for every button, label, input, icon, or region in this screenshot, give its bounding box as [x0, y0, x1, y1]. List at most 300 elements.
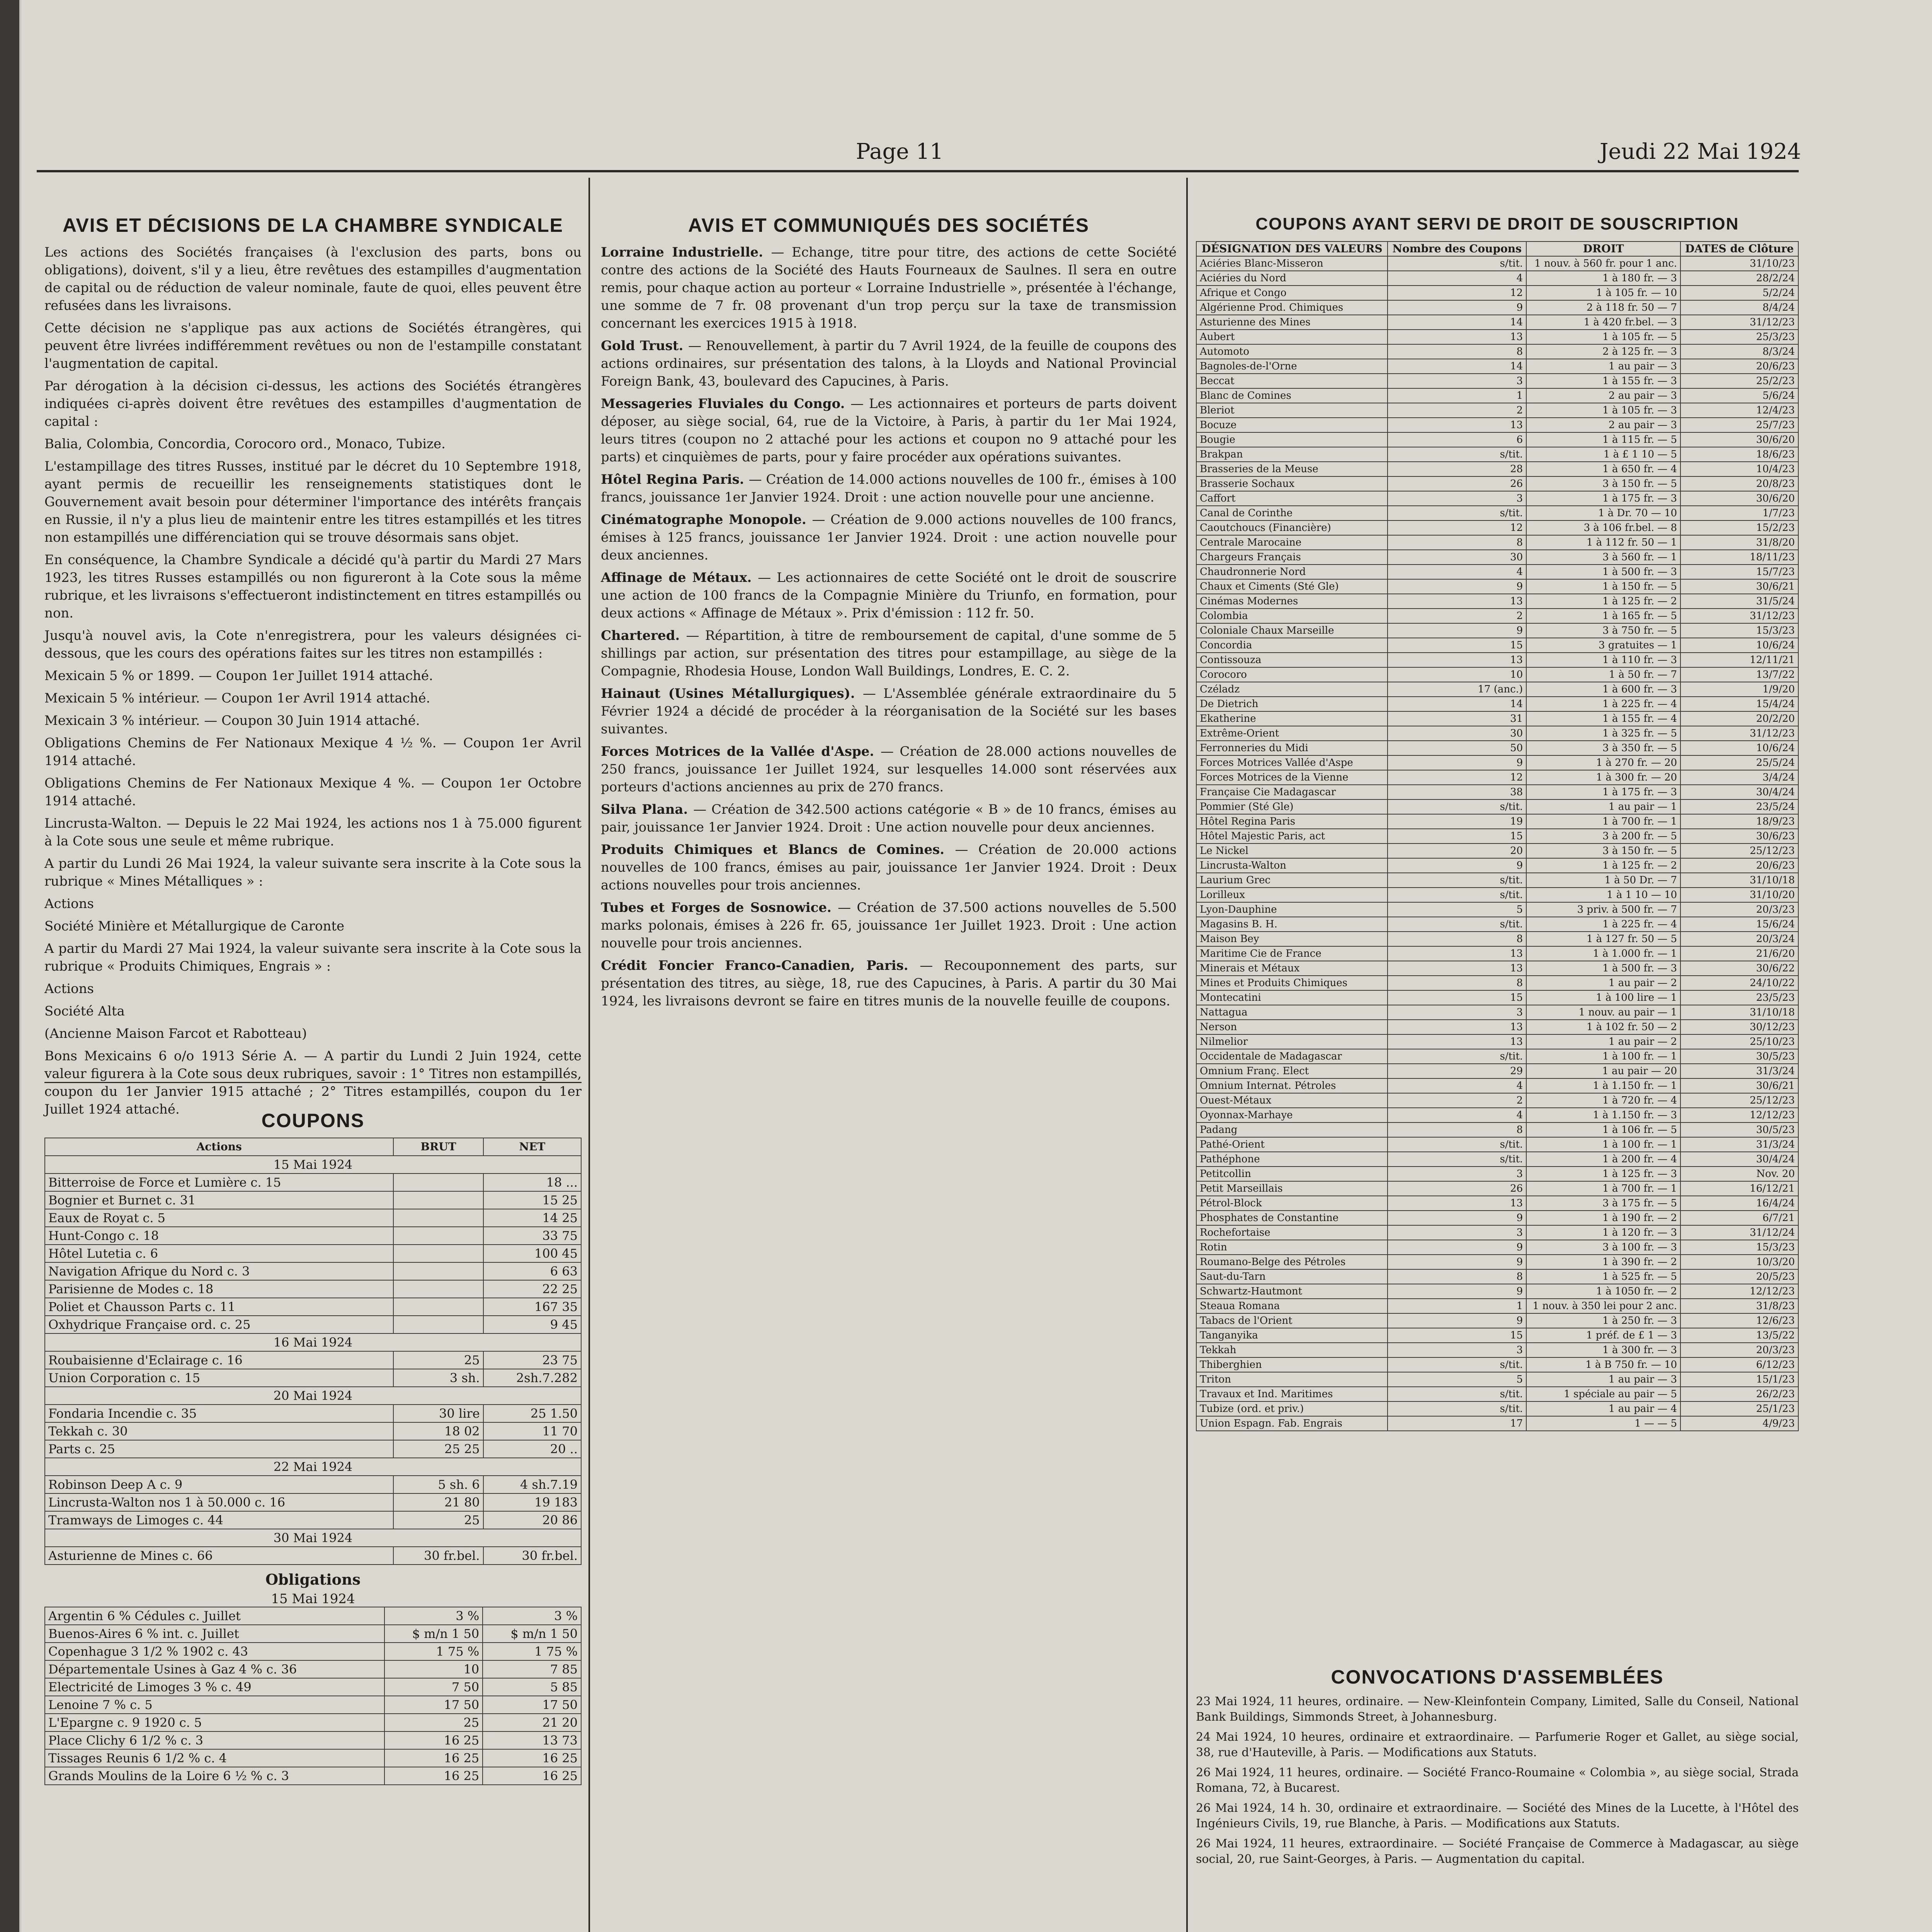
souscription-row — [1196, 1137, 1798, 1152]
souscription-row-cell: 25/3/23 — [1680, 330, 1798, 344]
obligations-coupon-row-cell: 25 — [384, 1714, 483, 1731]
obligations-coupon-row-cell: Lenoine 7 % c. 5 — [45, 1696, 384, 1714]
souscription-row-cell: Oyonnax-Marhaye — [1196, 1108, 1388, 1122]
souscription-row-cell: 3/4/24 — [1680, 770, 1798, 785]
souscription-row-cell: 26 — [1388, 476, 1526, 491]
avis-item-title: Chartered. — [601, 628, 686, 643]
souscription-row — [1196, 946, 1798, 961]
coupons-cell: 3 sh. — [393, 1369, 483, 1387]
souscription-row-cell: 3 à 106 fr.bel. — 8 — [1526, 520, 1680, 535]
avis-item-text: — Les actionnaires et porteurs de parts doivent déposer, au siège social, 64, rue de la Victoire, à Paris, à partir du 1er Mai 1924, leurs titres (coupon no 2 attaché pour les actions et coupon no 9 attaché pour les parts) et cinquièmes de parts, pour y faire procéder aux opérations suivantes. — [601, 396, 1177, 465]
coupons-section — [44, 1110, 582, 1932]
souscription-row-cell: 2 — [1388, 403, 1526, 418]
souscription-row-cell: Aubert — [1196, 330, 1388, 344]
avis-item-title: Affinage de Métaux. — [601, 570, 758, 585]
souscription-row-cell: Laurium Grec — [1196, 873, 1388, 888]
souscription-row-cell: 1 à 500 fr. — 3 — [1526, 565, 1680, 579]
souscription-row — [1196, 476, 1798, 491]
souscription-col-valeurs: DÉSIGNATION DES VALEURS — [1196, 242, 1388, 256]
avis-item — [601, 957, 1177, 1010]
souscription-row-cell: Lorilleux — [1196, 888, 1388, 902]
souscription-row-cell: 1/7/23 — [1680, 506, 1798, 520]
convocation-paragraph: 26 Mai 1924, 14 h. 30, ordinaire et extraordinaire. — Société des Mines de la Lucette, à l'Hôtel des Ingénieurs Civils, 19, rue Blanche, à Paris. — Modifications aux Statuts. — [1196, 1801, 1799, 1830]
souscription-row-cell: Ekatherine — [1196, 711, 1388, 726]
chambre-paragraph: Cette décision ne s'applique pas aux actions de Sociétés étrangères, qui peuvent être livrées indifféremment revêtues ou non de l'estampille constatant l'augmentation de capital. — [44, 320, 582, 371]
souscription-row-cell: 31/10/20 — [1680, 888, 1798, 902]
souscription-row — [1196, 1064, 1798, 1078]
obligations-coupon-row-cell: 16 25 — [384, 1731, 483, 1749]
avis-title: AVIS ET COMMUNIQUÉS DES SOCIÉTÉS — [688, 214, 1090, 236]
souscription-row-cell: 18/9/23 — [1680, 814, 1798, 829]
coupons-row — [45, 1440, 581, 1458]
souscription-row-cell: Caoutchoucs (Financière) — [1196, 520, 1388, 535]
souscription-row-cell: Schwartz-Hautmont — [1196, 1284, 1388, 1299]
souscription-row-cell: 9 — [1388, 1284, 1526, 1299]
souscription-row-cell: 6 — [1388, 432, 1526, 447]
souscription-row-cell: 8/3/24 — [1680, 344, 1798, 359]
souscription-row-cell: 20/8/23 — [1680, 476, 1798, 491]
souscription-row-cell: Padang — [1196, 1122, 1388, 1137]
souscription-row-cell: 1 à 1.000 fr. — 1 — [1526, 946, 1680, 961]
souscription-row-cell: 1 au pair — 3 — [1526, 1372, 1680, 1387]
souscription-row-cell: Lyon-Dauphine — [1196, 902, 1388, 917]
avis-item-title: Forces Motrices de la Vallée d'Aspe. — [601, 744, 881, 759]
souscription-section — [1196, 216, 1799, 1646]
souscription-row-cell: 1 au pair — 20 — [1526, 1064, 1680, 1078]
souscription-row-cell: 8 — [1388, 1269, 1526, 1284]
souscription-row-cell: 24/10/22 — [1680, 976, 1798, 990]
page-edge-shadow — [0, 0, 19, 1932]
coupons-col-brut: BRUT — [393, 1138, 483, 1156]
souscription-row-cell: Brasseries de la Meuse — [1196, 462, 1388, 476]
page-number: Page 11 — [856, 139, 944, 164]
obligations-coupon-row-cell: 13 73 — [483, 1731, 581, 1749]
souscription-row-cell: Automoto — [1196, 344, 1388, 359]
souscription-row — [1196, 1240, 1798, 1255]
souscription-row-cell: Maritime Cie de France — [1196, 946, 1388, 961]
souscription-row-cell: 38 — [1388, 785, 1526, 799]
souscription-row-cell: 1 au pair — 3 — [1526, 359, 1680, 374]
souscription-row-cell: 23/5/23 — [1680, 990, 1798, 1005]
souscription-row-cell: Centrale Marocaine — [1196, 535, 1388, 550]
souscription-row — [1196, 858, 1798, 873]
coupons-cell — [393, 1173, 483, 1191]
souscription-row-cell: 13/7/22 — [1680, 667, 1798, 682]
souscription-row-cell: Pétrol-Block — [1196, 1196, 1388, 1211]
souscription-row-cell: 1 — [1388, 388, 1526, 403]
avis-item — [601, 627, 1177, 680]
chambre-syndicale-section — [44, 214, 582, 1117]
souscription-row-cell: 15/4/24 — [1680, 697, 1798, 711]
souscription-row-cell: 1 à 100 fr. — 1 — [1526, 1049, 1680, 1064]
coupons-cell: Fondaria Incendie c. 35 — [45, 1405, 393, 1422]
souscription-row-cell: Omnium Franç. Elect — [1196, 1064, 1388, 1078]
souscription-row-cell: 15 — [1388, 638, 1526, 653]
coupons-date-row — [45, 1156, 581, 1173]
souscription-row-cell: 4 — [1388, 1078, 1526, 1093]
souscription-row-cell: 1 à £ 1 10 — 5 — [1526, 447, 1680, 462]
souscription-row-cell: 13 — [1388, 946, 1526, 961]
souscription-row — [1196, 1152, 1798, 1167]
obligations-coupon-row-cell: Grands Moulins de la Loire 6 ½ % c. 3 — [45, 1767, 384, 1785]
souscription-row-cell: 14 — [1388, 315, 1526, 330]
souscription-row-cell: Czéladz — [1196, 682, 1388, 697]
souscription-row-cell: 23/5/24 — [1680, 799, 1798, 814]
souscription-row — [1196, 579, 1798, 594]
souscription-row — [1196, 799, 1798, 814]
coupons-cell: Roubaisienne d'Eclairage c. 16 — [45, 1351, 393, 1369]
souscription-row — [1196, 1313, 1798, 1328]
chambre-paragraph: Par dérogation à la décision ci-dessus, les actions des Sociétés étrangères indiquées ci-après doivent être revêtues des estampilles d'augmentation de capital : — [44, 378, 582, 429]
souscription-row-cell: 3 — [1388, 1225, 1526, 1240]
newspaper-page — [21, 0, 1932, 1932]
souscription-row-cell: 31/8/20 — [1680, 535, 1798, 550]
souscription-row-cell: Occidentale de Madagascar — [1196, 1049, 1388, 1064]
souscription-row-cell: 31/5/24 — [1680, 594, 1798, 609]
souscription-row-cell: 31/10/23 — [1680, 256, 1798, 271]
avis-item — [601, 243, 1177, 332]
souscription-row-cell: 1 à 150 fr. — 5 — [1526, 579, 1680, 594]
obligations-coupon-row — [45, 1767, 581, 1785]
avis-item-title: Produits Chimiques et Blancs de Comines. — [601, 842, 955, 857]
coupons-date: 22 Mai 1924 — [45, 1458, 581, 1476]
souscription-row-cell: 25/5/24 — [1680, 755, 1798, 770]
souscription-row-cell: 1 nouv. à 560 fr. pour 1 anc. — [1526, 256, 1680, 271]
souscription-row — [1196, 550, 1798, 565]
souscription-row — [1196, 271, 1798, 286]
souscription-row-cell: Cinémas Modernes — [1196, 594, 1388, 609]
coupons-cell: 33 75 — [483, 1227, 581, 1245]
obligations-coupon-row-cell: Tissages Reunis 6 1/2 % c. 4 — [45, 1749, 384, 1767]
souscription-row — [1196, 388, 1798, 403]
souscription-row-cell: Rochefortaise — [1196, 1225, 1388, 1240]
coupons-cell: 100 45 — [483, 1245, 581, 1262]
avis-item — [601, 899, 1177, 952]
souscription-row — [1196, 565, 1798, 579]
souscription-row — [1196, 462, 1798, 476]
obligations-coupon-row-cell: 16 25 — [483, 1767, 581, 1785]
coupons-row — [45, 1191, 581, 1209]
souscription-row-cell: 30/4/24 — [1680, 1152, 1798, 1167]
souscription-row-cell: Brasserie Sochaux — [1196, 476, 1388, 491]
souscription-row-cell: Chaudronnerie Nord — [1196, 565, 1388, 579]
obligations-coupon-row — [45, 1660, 581, 1678]
souscription-row-cell: 20 — [1388, 844, 1526, 858]
souscription-row — [1196, 682, 1798, 697]
souscription-row-cell: s/tit. — [1388, 447, 1526, 462]
souscription-row-cell: 16/4/24 — [1680, 1196, 1798, 1211]
souscription-row-cell: Bleriot — [1196, 403, 1388, 418]
chambre-paragraph: Mexicain 5 % or 1899. — Coupon 1er Juillet 1914 attaché. — [44, 668, 433, 684]
avis-item-text: — Les actionnaires de cette Société ont le droit de souscrire une action de 100 francs de la Compagnie Minière du Triunfo, en formation, pour deux actions « Affinage de Métaux ». Prix d'émission : 112 fr. 50. — [601, 570, 1177, 621]
coupons-date-row — [45, 1458, 581, 1476]
chambre-paragraph: A partir du Mardi 27 Mai 1924, la valeur suivante sera inscrite à la Cote sous la rubrique « Produits Chimiques, Engrais » : — [44, 941, 582, 974]
avis-item-title: Hôtel Regina Paris. — [601, 472, 749, 487]
coupons-cell: 6 63 — [483, 1262, 581, 1280]
souscription-row-cell: Nov. 20 — [1680, 1167, 1798, 1181]
souscription-row-cell: 31/10/18 — [1680, 1005, 1798, 1020]
souscription-row-cell: Française Cie Madagascar — [1196, 785, 1388, 799]
souscription-row-cell: 6/7/21 — [1680, 1211, 1798, 1225]
souscription-row-cell: Montecatini — [1196, 990, 1388, 1005]
souscription-row-cell: 50 — [1388, 741, 1526, 755]
souscription-row — [1196, 609, 1798, 623]
souscription-row-cell: s/tit. — [1388, 1152, 1526, 1167]
souscription-row-cell: 1 à 127 fr. 50 — 5 — [1526, 932, 1680, 946]
souscription-row-cell: 1 à 105 fr. — 10 — [1526, 286, 1680, 300]
souscription-row-cell: Forces Motrices Vallée d'Aspe — [1196, 755, 1388, 770]
souscription-row-cell: 20/3/23 — [1680, 902, 1798, 917]
souscription-row-cell: 9 — [1388, 579, 1526, 594]
avis-item-title: Messageries Fluviales du Congo. — [601, 396, 851, 412]
coupons-cell — [393, 1191, 483, 1209]
coupons-cell: Hunt-Congo c. 18 — [45, 1227, 393, 1245]
coupons-cell — [393, 1262, 483, 1280]
coupons-row — [45, 1209, 581, 1227]
souscription-row-cell: Tanganyika — [1196, 1328, 1388, 1343]
souscription-row-cell: 3 à 150 fr. — 5 — [1526, 476, 1680, 491]
souscription-row-cell: Petitcollin — [1196, 1167, 1388, 1181]
souscription-row-cell: 31/3/24 — [1680, 1064, 1798, 1078]
souscription-row-cell: 1 à 175 fr. — 3 — [1526, 785, 1680, 799]
coupons-cell: 14 25 — [483, 1209, 581, 1227]
souscription-col-droit: DROIT — [1526, 242, 1680, 256]
souscription-row-cell: 1 à 420 fr.bel. — 3 — [1526, 315, 1680, 330]
coupons-cell: Robinson Deep A c. 9 — [45, 1476, 393, 1493]
avis-item-title: Crédit Foncier Franco-Canadien, Paris. — [601, 958, 920, 973]
avis-item-text: — Répartition, à titre de remboursement de capital, d'une somme de 5 shillings par action, sur présentation des titres pour estampillage, au siège de la Compagnie, Rhodesia House, London Wall Buildings, Londres, E. C. 2. — [601, 628, 1177, 679]
coupons-cell: Asturienne de Mines c. 66 — [45, 1547, 393, 1565]
souscription-row-cell: 1 à 180 fr. — 3 — [1526, 271, 1680, 286]
coupons-date: 20 Mai 1924 — [45, 1387, 581, 1405]
souscription-col-dates: DATES de Clôture — [1680, 242, 1798, 256]
souscription-row-cell: 1 à 115 fr. — 5 — [1526, 432, 1680, 447]
souscription-row-cell: 13/5/22 — [1680, 1328, 1798, 1343]
souscription-row-cell: 13 — [1388, 594, 1526, 609]
souscription-row-cell: 25/7/23 — [1680, 418, 1798, 432]
souscription-row — [1196, 1034, 1798, 1049]
souscription-row-cell: 25/12/23 — [1680, 1093, 1798, 1108]
souscription-row-cell: 3 — [1388, 491, 1526, 506]
souscription-row-cell: 1 à Dr. 70 — 10 — [1526, 506, 1680, 520]
souscription-row-cell: Minerais et Métaux — [1196, 961, 1388, 976]
souscription-row-cell: 30/6/21 — [1680, 1078, 1798, 1093]
souscription-row-cell: 12 — [1388, 286, 1526, 300]
obligations-coupon-row-cell: 10 — [384, 1660, 483, 1678]
souscription-row-cell: Chargeurs Français — [1196, 550, 1388, 565]
souscription-row-cell: 1 — [1388, 1299, 1526, 1313]
souscription-row-cell: 3 priv. à 500 fr. — 7 — [1526, 902, 1680, 917]
souscription-row-cell: 1 à 105 fr. — 3 — [1526, 403, 1680, 418]
souscription-row — [1196, 491, 1798, 506]
souscription-row-cell: 31/12/23 — [1680, 609, 1798, 623]
souscription-row-cell: Beccat — [1196, 374, 1388, 388]
coupons-obligations-date: 15 Mai 1924 — [271, 1591, 355, 1607]
souscription-row-cell: Afrique et Congo — [1196, 286, 1388, 300]
coupons-cell: 15 25 — [483, 1191, 581, 1209]
souscription-row-cell: 9 — [1388, 1313, 1526, 1328]
souscription-row-cell: 4/9/23 — [1680, 1416, 1798, 1431]
souscription-row-cell: 16/12/21 — [1680, 1181, 1798, 1196]
souscription-row-cell: 1 préf. de £ 1 — 3 — [1526, 1328, 1680, 1343]
souscription-row — [1196, 1372, 1798, 1387]
souscription-row-cell: 15 — [1388, 1328, 1526, 1343]
coupons-cell: 2sh.7.282 — [483, 1369, 581, 1387]
souscription-row-cell: 3 à 100 fr. — 3 — [1526, 1240, 1680, 1255]
avis-item-text: — Renouvellement, à partir du 7 Avril 1924, de la feuille de coupons des actions ordinaires, sur présentation des talons, à la Lloyds and National Provincial Foreign Bank, 43, boulevard des Capucines, à Paris. — [601, 338, 1177, 389]
souscription-row-cell: 10/3/20 — [1680, 1255, 1798, 1269]
souscription-row-cell: 14 — [1388, 359, 1526, 374]
souscription-row-cell: 10/4/23 — [1680, 462, 1798, 476]
souscription-row-cell: 20/5/23 — [1680, 1269, 1798, 1284]
souscription-row-cell: 25/10/23 — [1680, 1034, 1798, 1049]
souscription-row-cell: 28 — [1388, 462, 1526, 476]
souscription-row — [1196, 1196, 1798, 1211]
souscription-row-cell: Union Espagn. Fab. Engrais — [1196, 1416, 1388, 1431]
obligations-coupon-row-cell: 1 75 % — [384, 1643, 483, 1660]
souscription-row-cell: Tubize (ord. et priv.) — [1196, 1401, 1388, 1416]
souscription-row-cell: s/tit. — [1388, 799, 1526, 814]
coupons-cell: Parts c. 25 — [45, 1440, 393, 1458]
souscription-row — [1196, 344, 1798, 359]
obligations-coupon-row-cell: 17 50 — [384, 1696, 483, 1714]
souscription-row — [1196, 653, 1798, 667]
obligations-coupon-row — [45, 1607, 581, 1625]
avis-item — [601, 471, 1177, 506]
souscription-row-cell: 20/3/23 — [1680, 1343, 1798, 1357]
avis-item — [601, 395, 1177, 466]
souscription-row-cell: 17 (anc.) — [1388, 682, 1526, 697]
souscription-row-cell: 18/6/23 — [1680, 447, 1798, 462]
souscription-row-cell: 13 — [1388, 653, 1526, 667]
souscription-row-cell: 1 à 225 fr. — 4 — [1526, 917, 1680, 932]
souscription-row-cell: 25/12/23 — [1680, 844, 1798, 858]
souscription-row-cell: 1 au pair — 4 — [1526, 1401, 1680, 1416]
souscription-row-cell: 3 gratuites — 1 — [1526, 638, 1680, 653]
souscription-row — [1196, 1181, 1798, 1196]
header-rule — [37, 170, 1799, 172]
souscription-row-cell: Thiberghien — [1196, 1357, 1388, 1372]
souscription-row-cell: Asturienne des Mines — [1196, 315, 1388, 330]
souscription-row-cell: 3 — [1388, 1005, 1526, 1020]
souscription-row-cell: Rotin — [1196, 1240, 1388, 1255]
souscription-row-cell: 13 — [1388, 961, 1526, 976]
obligations-coupon-row-cell: Place Clichy 6 1/2 % c. 3 — [45, 1731, 384, 1749]
souscription-row-cell: 8 — [1388, 1122, 1526, 1137]
coupons-cell: 19 183 — [483, 1493, 581, 1511]
avis-item-text: — Création de 28.000 actions nouvelles de 250 francs, jouissance 1er Juillet 1924, sur lesquelles 14.000 sont réservées aux porteurs d'actions anciennes au prix de 270 francs. — [601, 744, 1177, 795]
coupons-cell: 20 86 — [483, 1511, 581, 1529]
souscription-row-cell: Saut-du-Tarn — [1196, 1269, 1388, 1284]
chambre-paragraph: Société Alta — [44, 1003, 125, 1019]
obligations-coupon-row-cell: Départementale Usines à Gaz 4 % c. 36 — [45, 1660, 384, 1678]
souscription-row-cell: 13 — [1388, 1196, 1526, 1211]
souscription-row-cell: Triton — [1196, 1372, 1388, 1387]
souscription-row-cell: 3 — [1388, 1167, 1526, 1181]
souscription-row — [1196, 256, 1798, 271]
souscription-row-cell: 9 — [1388, 755, 1526, 770]
convocations-paragraphs — [1196, 1694, 1799, 1867]
souscription-row-cell: 1 à 225 fr. — 4 — [1526, 697, 1680, 711]
coupons-cell: Oxhydrique Française ord. c. 25 — [45, 1316, 393, 1333]
souscription-row-cell: 1 à 500 fr. — 3 — [1526, 961, 1680, 976]
souscription-row-cell: Concordia — [1196, 638, 1388, 653]
obligations-coupon-row-cell: Electricité de Limoges 3 % c. 49 — [45, 1678, 384, 1696]
souscription-row — [1196, 359, 1798, 374]
souscription-row-cell: 15/3/23 — [1680, 1240, 1798, 1255]
souscription-row-cell: Canal de Corinthe — [1196, 506, 1388, 520]
souscription-row — [1196, 1005, 1798, 1020]
souscription-row-cell: 2 — [1388, 1093, 1526, 1108]
souscription-row-cell: 28/2/24 — [1680, 271, 1798, 286]
souscription-row-cell: 1 à 600 fr. — 3 — [1526, 682, 1680, 697]
souscription-row-cell: Bagnoles-de-l'Orne — [1196, 359, 1388, 374]
souscription-row-cell: Coloniale Chaux Marseille — [1196, 623, 1388, 638]
souscription-row-cell: 1 à 270 fr. — 20 — [1526, 755, 1680, 770]
avis-item-title: Silva Plana. — [601, 802, 694, 817]
coupons-cell: 18 02 — [393, 1422, 483, 1440]
souscription-row — [1196, 697, 1798, 711]
chambre-paragraph: Lincrusta-Walton. — Depuis le 22 Mai 1924, les actions nos 1 à 75.000 figurent à la Cote sous une seule et même rubrique. — [44, 816, 582, 849]
avis-items — [601, 243, 1177, 1010]
souscription-row — [1196, 1167, 1798, 1181]
souscription-row-cell: 26 — [1388, 1181, 1526, 1196]
souscription-row-cell: 10/6/24 — [1680, 638, 1798, 653]
souscription-row-cell: 1 à 650 fr. — 4 — [1526, 462, 1680, 476]
obligations-coupon-row-cell: 1 75 % — [483, 1643, 581, 1660]
obligations-coupon-row-cell: Argentin 6 % Cédules c. Juillet — [45, 1607, 384, 1625]
souscription-row-cell: Pathéphone — [1196, 1152, 1388, 1167]
souscription-row-cell: 1 à 300 fr. — 3 — [1526, 1343, 1680, 1357]
souscription-row-cell: 1 à 165 fr. — 5 — [1526, 609, 1680, 623]
obligations-coupon-row-cell: Buenos-Aires 6 % int. c. Juillet — [45, 1625, 384, 1643]
obligations-coupon-row-cell: $ m/n 1 50 — [483, 1625, 581, 1643]
chambre-paragraph: Société Minière et Métallurgique de Caronte — [44, 918, 345, 934]
souscription-row — [1196, 932, 1798, 946]
souscription-row-cell: Extrême-Orient — [1196, 726, 1388, 741]
obligations-coupon-row-cell: L'Epargne c. 9 1920 c. 5 — [45, 1714, 384, 1731]
chambre-paragraph: Bons Mexicains 6 o/o 1913 Série A. — A partir du Lundi 2 Juin 1924, cette valeur figurera à la Cote sous deux rubriques, savoir : 1° Titres non estampillés, coupon du 1er Janvier 1915 attaché ; 2° Titres estampillés, coupon du 1er Juillet 1924 attaché. — [44, 1048, 582, 1117]
souscription-row-cell: 1 au pair — 2 — [1526, 976, 1680, 990]
coupons-row — [45, 1476, 581, 1493]
obligations-coupon-row — [45, 1643, 581, 1660]
souscription-row-cell: 5 — [1388, 902, 1526, 917]
souscription-row-cell: 1 à 525 fr. — 5 — [1526, 1269, 1680, 1284]
souscription-row-cell: 30 — [1388, 550, 1526, 565]
souscription-row-cell: 1 à 50 Dr. — 7 — [1526, 873, 1680, 888]
obligations-coupon-row — [45, 1678, 581, 1696]
souscription-row-cell: 8 — [1388, 976, 1526, 990]
souscription-row-cell: 31/10/18 — [1680, 873, 1798, 888]
souscription-row-cell: 30/5/23 — [1680, 1049, 1798, 1064]
souscription-row-cell: s/tit. — [1388, 256, 1526, 271]
obligations-coupon-row — [45, 1749, 581, 1767]
souscription-row — [1196, 726, 1798, 741]
souscription-row-cell: 3 à 175 fr. — 5 — [1526, 1196, 1680, 1211]
coupons-row — [45, 1493, 581, 1511]
coupons-date: 16 Mai 1924 — [45, 1333, 581, 1351]
souscription-row — [1196, 1299, 1798, 1313]
souscription-row-cell: 3 à 560 fr. — 1 — [1526, 550, 1680, 565]
souscription-row-cell: 20/6/23 — [1680, 858, 1798, 873]
coupons-row — [45, 1369, 581, 1387]
obligations-coupon-row-cell: 7 85 — [483, 1660, 581, 1678]
coupons-cell: 4 sh.7.19 — [483, 1476, 581, 1493]
souscription-row-cell: 1 à 100 lire — 1 — [1526, 990, 1680, 1005]
avis-item-title: Hainaut (Usines Métallurgiques). — [601, 686, 863, 701]
souscription-row-cell: Colombia — [1196, 609, 1388, 623]
souscription-row-cell: 1 à 300 fr. — 20 — [1526, 770, 1680, 785]
